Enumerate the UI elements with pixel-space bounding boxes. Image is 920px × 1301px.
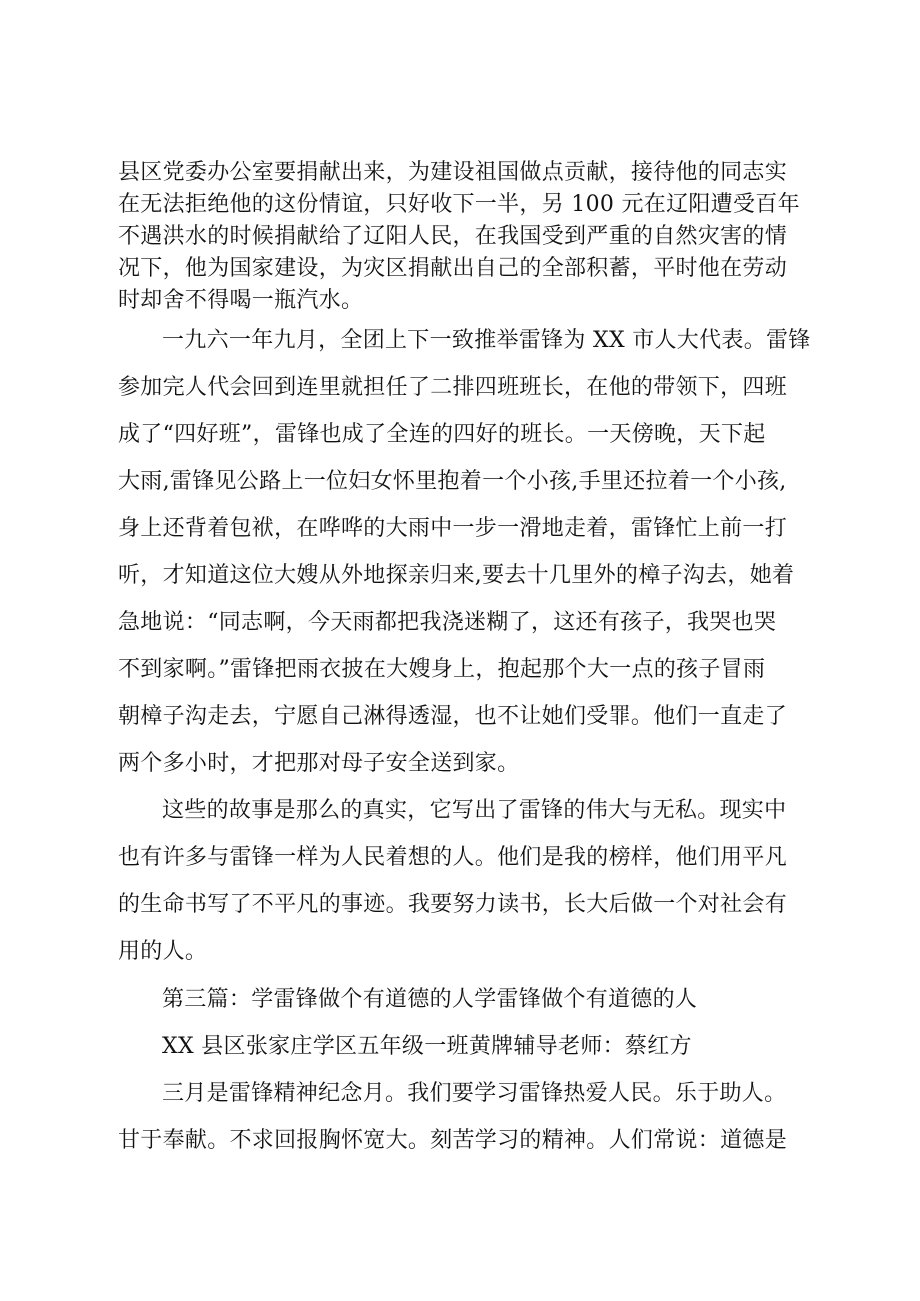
paragraph-3-line-2: 也有许多与雷锋一样为人民着想的人。他们是我的榜样，他们用平凡 [118, 845, 788, 870]
paragraph-1-line-1: 县区党委办公室要捐献出来，为建设祖国做点贡献，接待他的同志实 [118, 160, 788, 185]
paragraph-2-line-1: 一九六一年九月，全团上下一致推举雷锋为 XX 市人大代表。雷锋 [162, 328, 811, 353]
paragraph-2-line-2: 参加完人代会回到连里就担任了二排四班班长，在他的带领下，四班 [118, 375, 788, 400]
paragraph-1-line-5: 时却舍不得喝一瓶汽水。 [118, 288, 364, 313]
paragraph-3-line-1: 这些的故事是那么的真实，它写出了雷锋的伟大与无私。现实中 [162, 798, 787, 823]
paragraph-2-line-3: 成了“四好班”，雷锋也成了全连的四好的班长。一天傍晚，天下起 [118, 422, 766, 447]
paragraph-2-line-6: 听，才知道这位大嫂从外地探亲归来,要去十几里外的樟子沟去，她着 [118, 563, 795, 588]
paragraph-3-line-4: 用的人。 [118, 939, 208, 964]
byline: XX 县区张家庄学区五年级一班黄牌辅导老师：蔡红方 [162, 1034, 692, 1059]
paragraph-2-line-10: 两个多小时，才把那对母子安全送到家。 [118, 751, 520, 776]
paragraph-1-line-2: 在无法拒绝他的这份情谊，只好收下一半，另 100 元在辽阳遭受百年 [118, 192, 800, 217]
paragraph-2-line-8: 不到家啊。”雷锋把雨衣披在大嫂身上，抱起那个大一点的孩子冒雨 [118, 657, 766, 682]
paragraph-2-line-9: 朝樟子沟走去，宁愿自己淋得透湿，也不让她们受罪。他们一直走了 [118, 704, 788, 729]
section-title: 第三篇：学雷锋做个有道德的人学雷锋做个有道德的人 [162, 987, 698, 1012]
paragraph-2-line-4: 大雨,雷锋见公路上一位妇女怀里抱着一个小孩,手里还拉着一个小孩, [118, 469, 787, 494]
paragraph-2-line-7: 急地说：“同志啊，今天雨都把我浇迷糊了，这还有孩子，我哭也哭 [118, 610, 777, 635]
paragraph-1-line-3: 不遇洪水的时候捐献给了辽阳人民，在我国受到严重的自然灾害的情 [118, 224, 788, 249]
paragraph-4-line-1: 三月是雷锋精神纪念月。我们要学习雷锋热爱人民。乐于助人。 [162, 1081, 787, 1106]
paragraph-1-line-4: 况下，他为国家建设，为灾区捐献出自己的全部积蓄，平时他在劳动 [118, 256, 788, 281]
paragraph-2-line-5: 身上还背着包袱，在哗哗的大雨中一步一滑地走着，雷锋忙上前一打 [118, 516, 788, 541]
paragraph-4-line-2: 甘于奉献。不求回报胸怀宽大。刻苦学习的精神。人们常说：道德是 [118, 1128, 788, 1153]
paragraph-3-line-3: 的生命书写了不平凡的事迹。我要努力读书，长大后做一个对社会有 [118, 892, 788, 917]
